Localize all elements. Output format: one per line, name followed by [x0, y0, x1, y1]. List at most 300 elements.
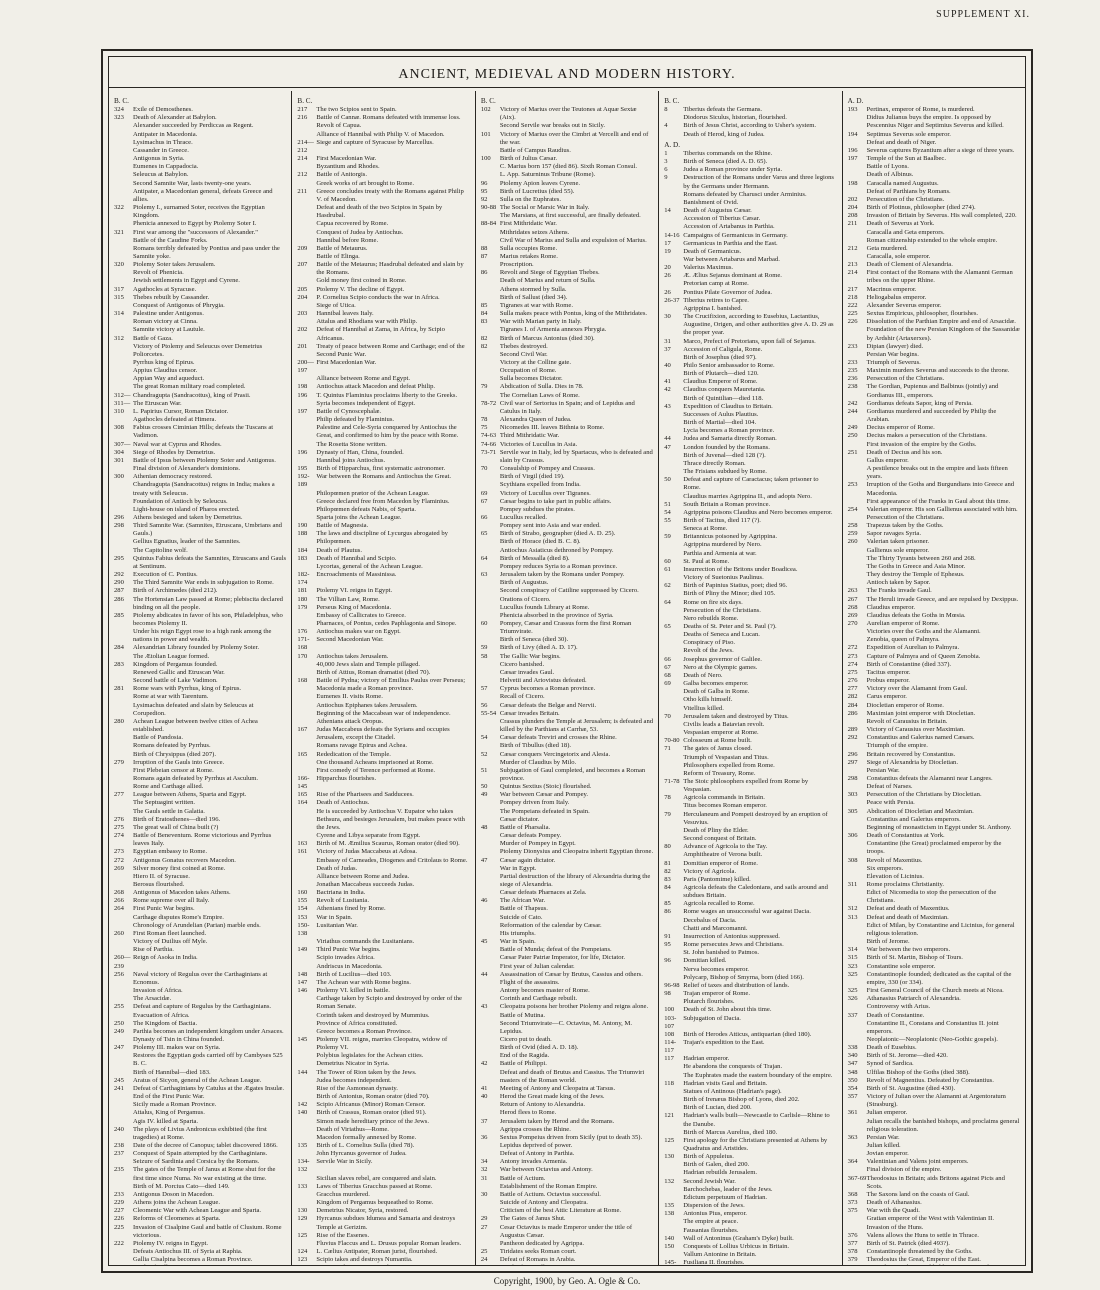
entry-year: 204 — [847, 204, 858, 212]
entry-event: Corinth and Carthage rebuilt. — [499, 995, 578, 1003]
entry-event: Plutarch flourishes. — [683, 998, 735, 1006]
entry-event: Revolt of Capua. — [316, 122, 362, 130]
entry-year — [848, 253, 867, 261]
entry-event: Embassy of Callicrates to Greece. — [316, 611, 406, 619]
entry-event: Greece declared free from Macedon by Flaminius. — [316, 497, 450, 505]
entry-year: 205 — [297, 285, 308, 293]
history-entry — [114, 441, 286, 449]
entry-event: Philopœmen defeats Nabis, of Sparta. — [316, 505, 417, 513]
entry-event: Capture of Palmyra and of Queen Zenobia. — [866, 652, 981, 660]
history-entry — [114, 1224, 286, 1240]
entry-year — [481, 596, 500, 604]
entry-year: 82 — [480, 342, 488, 350]
entry-event: Gracchus murdered. — [316, 1190, 370, 1198]
entry-year: 108 — [664, 1030, 675, 1038]
entry-event: Pretorian camp at Rome. — [683, 280, 749, 288]
entry-event: Fusiliana II. flourishes. — [683, 1259, 745, 1265]
entry-year: 280 — [114, 717, 124, 725]
entry-event: Death of Plautus. — [316, 546, 363, 554]
entry-year — [664, 493, 683, 501]
entry-year — [481, 375, 500, 383]
history-entry — [848, 180, 1020, 188]
entry-event: Lycia becomes a Roman province. — [683, 427, 775, 435]
entry-event: The Frisians subdued by Rome. — [683, 468, 767, 476]
entry-event: Birth of Lucian, died 200. — [683, 1104, 752, 1112]
history-entry — [481, 375, 653, 383]
entry-year — [848, 465, 867, 481]
history-entry — [114, 848, 286, 856]
history-entry — [114, 139, 286, 147]
entry-event: Birth of Papinius Statius, poet; died 96. — [683, 582, 788, 590]
history-entry — [481, 465, 653, 473]
entry-year — [114, 922, 133, 930]
history-entry — [114, 1158, 286, 1166]
history-entry — [114, 457, 286, 465]
entry-event: The Gordian, Pupienus and Balbinus (jointly) and Gordianus III., emperors. — [866, 383, 999, 399]
history-entry — [664, 1178, 836, 1186]
entry-event: Gratian emperor of the West with Valentinian II. — [866, 1215, 995, 1223]
history-entry — [848, 971, 1020, 987]
entry-event: C. Marius born 157 (died 86). Sixth Roman Consul. — [499, 163, 637, 171]
history-entry — [297, 587, 469, 595]
entry-event: Ptolemy VI. reigns in Egypt. — [316, 587, 393, 595]
entry-year — [297, 693, 316, 701]
entry-year: 79 — [664, 810, 671, 818]
entry-event: Birth of M. Æmilius Scaurus, Roman orator (died 90). — [316, 840, 460, 848]
entry-event: Theodosius the Great, Emperor of the East. — [866, 1256, 981, 1264]
history-entry — [114, 171, 286, 179]
history-entry — [481, 742, 653, 750]
history-entry — [114, 1256, 286, 1264]
history-entry — [664, 199, 836, 207]
history-entry — [481, 816, 653, 824]
history-entry — [664, 280, 836, 288]
history-entry — [481, 1264, 653, 1265]
entry-event: Carthage disputes Rome's Empire. — [133, 913, 224, 921]
history-entry — [114, 1191, 286, 1199]
entry-event: Jewish settlements in Egypt and Cyrene. — [133, 277, 240, 285]
history-entry — [114, 1101, 286, 1109]
history-entry — [114, 791, 286, 799]
history-entry — [664, 517, 836, 525]
history-entry — [114, 628, 286, 644]
entry-event: The Capitoline wolf. — [133, 546, 188, 554]
entry-event: Victory of Duilius off Myle. — [133, 938, 208, 946]
entry-year — [114, 277, 133, 285]
entry-event: Crassus plunders the Temple at Jerusalem; is defeated and killed by the Parthians at Carrhæ, 53. — [499, 717, 654, 734]
page-title: ANCIENT, MEDIEVAL AND MODERN HISTORY. — [398, 67, 736, 82]
entry-year: 367-69 — [847, 1174, 867, 1182]
entry-event: Antonius Pius, emperor. — [683, 1210, 747, 1218]
entry-event: Rise of the Essenes. — [316, 1231, 370, 1239]
entry-year: 133 — [297, 1182, 308, 1190]
history-entry — [114, 1109, 286, 1117]
entry-year — [114, 343, 133, 359]
entry-year — [664, 525, 683, 533]
history-entry — [297, 277, 469, 285]
entry-year — [664, 1161, 683, 1169]
entry-event: Birth of Juvenal—died 128 (?). — [683, 451, 766, 459]
entry-year: 276 — [114, 815, 124, 823]
entry-event: Syria becomes independent of Egypt. — [316, 399, 416, 407]
entry-event: Lucullus founds Library at Rome. — [499, 603, 590, 611]
entry-year — [297, 954, 316, 962]
history-entry — [664, 207, 836, 215]
entry-year — [848, 326, 867, 342]
history-entry — [297, 180, 469, 188]
entry-event: Edict of Nicomedia to stop the persecution of the Christians. — [866, 889, 997, 905]
entry-event: Meeting of Antony and Cleopatra at Tarsus. — [499, 1084, 616, 1092]
entry-event: Birth of Livy (died A. D. 17). — [499, 644, 578, 652]
entry-event: Romans again defeated by Pyrrhus at Asculum. — [133, 774, 259, 782]
entry-year: 32 — [480, 1166, 488, 1174]
entry-event: Dispersion of the Jews. — [683, 1202, 745, 1210]
entry-event: The Tower of Rion taken by the Jews. — [316, 1068, 417, 1076]
history-entry — [297, 114, 469, 122]
entry-event: The Social or Marsic War in Italy. — [499, 204, 590, 212]
entry-year: 249 — [114, 1027, 124, 1035]
entry-year — [114, 767, 133, 775]
history-entry — [481, 1240, 653, 1248]
history-entry — [297, 171, 469, 179]
entry-event: Battle of Munda; defeat of the Pompeians. — [499, 946, 612, 954]
entry-year: 290 — [114, 579, 124, 587]
entry-event: Birth of Tacitus, died 117 (?). — [683, 516, 761, 524]
history-entry — [664, 835, 836, 843]
entry-year — [114, 677, 133, 685]
history-entry — [297, 661, 469, 669]
entry-event: Hiero II. of Syracuse. — [133, 872, 190, 880]
entry-event: Tiridates seeks Roman court. — [499, 1248, 577, 1256]
entry-year: 79 — [480, 383, 488, 391]
entry-event: Hipparchus flourishes. — [316, 774, 377, 782]
entry-event: Claudius conquers Mauretania. — [683, 386, 766, 394]
entry-event: Partial destruction of the library of Alexandria during the siege of Alexandria. — [499, 872, 651, 888]
history-entry — [114, 1085, 286, 1093]
entry-event: Athens joins the Achean League. — [133, 1199, 220, 1207]
entry-year: 272 — [847, 644, 858, 652]
history-entry — [664, 917, 836, 925]
entry-year — [297, 832, 316, 840]
entry-year — [114, 302, 133, 310]
history-entry — [848, 1199, 1020, 1207]
entry-event: Cæsar defeats the Belgæ and Nervii. — [499, 701, 597, 709]
entry-event: The laws and discipline of Lycurgus abrogated by Philopœmen. — [316, 530, 448, 546]
entry-year — [114, 799, 133, 807]
entry-year: 211 — [297, 187, 308, 195]
entry-event: War between Cæsar and Pompey. — [499, 791, 589, 799]
entry-event: War with Marian party in Italy. — [499, 318, 582, 326]
entry-year: 204 — [297, 293, 308, 301]
history-entry — [664, 754, 836, 762]
entry-year: 14-16 — [664, 231, 680, 239]
entry-year: 313 — [847, 913, 858, 921]
entry-event: Capua recovered by Rome. — [316, 220, 389, 228]
entry-event: Second conspiracy of Catiline suppressed by Cicero. — [499, 587, 639, 595]
entry-event: Abdication of Sulla. Dies in 78. — [499, 383, 584, 391]
entry-year: 197 — [847, 155, 858, 163]
entry-event: The Goths in Greece and Asia Minor. — [866, 562, 966, 570]
entry-event: Antony invades Armenia. — [499, 1158, 568, 1166]
entry-event: Rise of the Asmonean dynasty. — [316, 1084, 398, 1092]
entry-event: Jerusalem taken by Herod and the Romans. — [499, 1117, 615, 1125]
entry-year — [297, 229, 316, 237]
entry-event: Fausanias flourishes. — [683, 1226, 739, 1234]
entry-event: Return of Antony to Alexandria. — [499, 1101, 585, 1109]
history-entry — [481, 636, 653, 644]
entry-event: Sulla becomes Dictator. — [499, 375, 563, 383]
entry-event: Judea and Samaria directly Roman. — [683, 435, 777, 443]
history-entry — [481, 359, 653, 367]
history-entry — [297, 889, 469, 897]
entry-year — [297, 204, 316, 220]
entry-year: 74-63 — [480, 432, 497, 440]
entry-event: Jonathan Maccabeus succeeds Judas. — [316, 881, 415, 888]
entry-event: Victory of Julian over the Alamanni at Argentoratum (Strasburg). — [866, 1093, 1006, 1109]
entry-year: 121 — [664, 1112, 675, 1120]
entry-event: The Thirty Tyrants between 260 and 268. — [866, 554, 976, 562]
entry-event: Pertinax, emperor of Rome, is murdered. — [866, 106, 975, 114]
history-entry — [664, 688, 836, 696]
entry-year — [297, 514, 316, 522]
history-entry — [297, 424, 469, 440]
entry-event: Quintus Fabius defeats the Samnites, Etruscans and Gauls at Sentinum. — [133, 554, 287, 570]
entry-event: Birth of Strabo, geographer (died A. D. 25). — [499, 530, 616, 538]
entry-event: Domitian emperor of Rome. — [683, 859, 758, 867]
history-entry — [114, 180, 286, 188]
entry-year: 85 — [664, 900, 671, 908]
entry-year — [664, 762, 683, 770]
history-entry — [848, 865, 1020, 873]
history-entry — [481, 644, 653, 652]
era-heading: B. C. — [480, 97, 496, 105]
entry-event: Agrippina murdered by Nero. — [683, 541, 762, 549]
history-entry — [297, 832, 469, 840]
history-entry — [297, 693, 469, 701]
history-entry — [664, 908, 836, 916]
history-entry — [481, 791, 653, 799]
entry-event: Antiochus Asiaticus dethroned by Pompey. — [499, 546, 614, 554]
entry-event: Subjugation of Gaul completed, and becomes a Roman province. — [499, 766, 646, 782]
entry-year: 71 — [664, 745, 671, 753]
entry-event: Gellius Egnatius, leader of the Samnites. — [133, 538, 241, 546]
entry-event: They destroy the Temple of Ephesus. — [866, 571, 965, 579]
entry-event: Conspiracy of Piso. — [683, 639, 736, 647]
entry-year: 42 — [480, 1060, 488, 1068]
history-entry — [297, 530, 469, 546]
entry-event: Vallum Antonine in Britain. — [683, 1251, 757, 1259]
history-entry — [848, 702, 1020, 710]
entry-year: 250 — [114, 1019, 124, 1027]
entry-year — [297, 718, 316, 726]
entry-event: Phenicia annexed to Egypt by Ptolemy Soter I. — [133, 220, 257, 228]
history-entry — [848, 1166, 1020, 1174]
entry-event: Pantheon dedicated by Agrippa. — [499, 1239, 585, 1247]
entry-event: Theodosius in Britain; aids Britons against Picts and Scots. — [866, 1174, 1005, 1190]
history-entry — [664, 941, 836, 949]
entry-year: 275 — [114, 823, 124, 831]
entry-year: 85 — [480, 301, 488, 309]
history-entry — [114, 555, 286, 571]
entry-event: The Gates of Janus Shut. — [499, 1215, 566, 1223]
entry-year — [297, 441, 316, 449]
entry-event: Proscription. — [499, 261, 534, 269]
entry-year: 148 — [297, 970, 308, 978]
history-entry — [481, 1060, 653, 1068]
entry-event: Lycortas, general of the Achean League. — [316, 562, 423, 570]
entry-year — [297, 1240, 316, 1248]
entry-event: Caracalla named Augustus. — [866, 179, 939, 187]
entry-year — [481, 914, 500, 922]
entry-year — [114, 995, 133, 1003]
entry-event: Antipater in Macedonia. — [133, 130, 198, 138]
history-entry — [664, 468, 836, 476]
history-entry — [848, 1077, 1020, 1085]
entry-event: Victory of Marius over the Teutones at Aquæ Sextæ (Aix). — [499, 106, 637, 122]
history-entry — [664, 1006, 836, 1014]
entry-year: 298 — [114, 522, 124, 530]
entry-year — [114, 938, 133, 946]
entry-year — [664, 1218, 683, 1226]
history-entry — [664, 566, 836, 574]
history-entry — [481, 783, 653, 791]
entry-year — [664, 354, 683, 362]
history-entry — [114, 367, 286, 375]
entry-event: Severus captures Byzantium after a siege of three years. — [866, 146, 1015, 154]
entry-year: 9 — [664, 174, 668, 182]
entry-year — [481, 718, 500, 734]
entry-event: Marius retakes Rome. — [499, 252, 558, 260]
entry-event: Antigonus Gonatus recovers Macedon. — [133, 856, 236, 864]
history-entry — [297, 718, 469, 726]
entry-year — [114, 873, 133, 881]
history-entry — [297, 310, 469, 318]
history-entry — [481, 538, 653, 546]
entry-event: Encroachments of Massinissa. — [316, 571, 397, 579]
history-entry — [848, 432, 1020, 440]
entry-year: 176 — [297, 628, 308, 636]
history-entry — [664, 615, 836, 623]
entry-event: Demetrius Nicator, Syria, restored. — [316, 1207, 409, 1215]
entry-event: Maximian joint emperor with Diocletian. — [866, 709, 976, 717]
entry-event: Polybius legislates for the Achean cities. — [316, 1052, 424, 1060]
entry-event: Cyprus becomes a Roman province. — [499, 685, 596, 693]
entry-event: Execution of C. Pontius. — [133, 571, 198, 579]
history-entry — [297, 1085, 469, 1093]
history-entry — [481, 1109, 653, 1117]
entry-year — [481, 359, 500, 367]
history-entry — [297, 1036, 469, 1052]
history-entry — [114, 775, 286, 783]
entry-event: Wall of Antoninus (Graham's Dyke) built. — [683, 1234, 794, 1242]
entry-event: Athenians attack Oropus. — [316, 717, 384, 725]
entry-event: Herod flees to Rome. — [499, 1109, 557, 1117]
history-entry — [481, 946, 653, 954]
entry-year — [114, 326, 133, 334]
entry-event: Campaigns of Germanicus in Germany. — [683, 231, 788, 239]
entry-event: Didius Julianus buys the empire. Is opposed by Pescennius Niger and Septimius Severus and killed. — [866, 114, 1004, 130]
entry-year — [297, 710, 316, 718]
entry-event: Alliance between Rome and Judea. — [316, 872, 410, 880]
history-entry — [664, 493, 836, 501]
entry-year: 225 — [847, 310, 858, 318]
entry-event: Fabius crosses Ciminian Hills; defeats the Tuscans at Vadimon. — [133, 424, 274, 440]
entry-event: Second Triumvirate—C. Octavius, M. Antony, M. Lepidus. — [499, 1019, 632, 1035]
entry-year: 179 — [297, 603, 308, 611]
entry-year — [297, 865, 316, 873]
history-entry — [481, 343, 653, 351]
entry-year — [114, 653, 133, 661]
history-entry — [297, 286, 469, 294]
entry-year — [664, 827, 683, 835]
history-entry — [664, 444, 836, 452]
entry-year: 303 — [847, 791, 858, 799]
history-entry — [664, 876, 836, 884]
entry-event: Antigonus in Syria. — [133, 155, 185, 163]
history-entry — [848, 669, 1020, 677]
entry-event: Sicilian slaves rebel, are conquered and slain. — [316, 1174, 437, 1182]
entry-year — [481, 1044, 500, 1052]
history-entry — [481, 1118, 653, 1126]
history-entry — [297, 808, 469, 832]
history-entry — [848, 889, 1020, 905]
entry-event: Nerva becomes emperor. — [683, 965, 749, 973]
history-entry — [481, 710, 653, 718]
history-entry — [664, 925, 836, 933]
entry-year — [848, 1224, 867, 1232]
entry-year — [664, 256, 683, 264]
entry-year — [114, 359, 133, 367]
entry-year — [848, 1020, 867, 1036]
history-entry — [664, 737, 836, 745]
history-entry — [481, 432, 653, 440]
entry-year: 194 — [847, 130, 858, 138]
entry-event: Agis IV. killed at Sparta. — [133, 1117, 199, 1125]
entry-year — [664, 199, 683, 207]
entry-year: 238 — [847, 383, 858, 391]
entry-year — [664, 280, 683, 288]
entry-year: 259 — [847, 530, 858, 538]
entry-event: Victory of Judas Maccabeus at Adosa. — [316, 848, 418, 856]
history-entry — [848, 212, 1020, 220]
history-entry — [297, 383, 469, 391]
history-entry — [848, 612, 1020, 620]
entry-year: 251 — [847, 448, 858, 456]
history-entry — [481, 693, 653, 701]
history-entry — [848, 816, 1020, 824]
entry-event: War between the two emperors. — [866, 946, 951, 954]
entry-event: Edictum perpetuum of Hadrian. — [683, 1193, 768, 1201]
entry-event: Establishment of the Roman Empire. — [499, 1182, 598, 1190]
history-entry — [297, 465, 469, 473]
history-entry — [848, 726, 1020, 734]
history-entry — [114, 318, 286, 326]
entry-event: Death of Germanicus. — [683, 247, 742, 255]
history-entry — [297, 1028, 469, 1036]
entry-year — [297, 416, 316, 424]
entry-event: Ptolemy abdicates in favor of his son, Philadelphus, who becomes Ptolemy II. — [133, 611, 283, 627]
history-entry — [481, 954, 653, 962]
entry-year: 211 — [847, 220, 858, 228]
entry-event: Invasion of the Huns. — [866, 1223, 924, 1231]
entry-event: Birth of Jesus Christ, according to Usher's system. — [683, 122, 817, 130]
entry-year: 168 — [297, 677, 308, 685]
entry-year — [481, 840, 500, 848]
entry-event: Persecution of the Christians. — [683, 606, 761, 614]
entry-event: Reign of Asoka in India. — [133, 954, 198, 962]
entry-year: 184 — [297, 546, 308, 554]
history-entry — [114, 383, 286, 391]
